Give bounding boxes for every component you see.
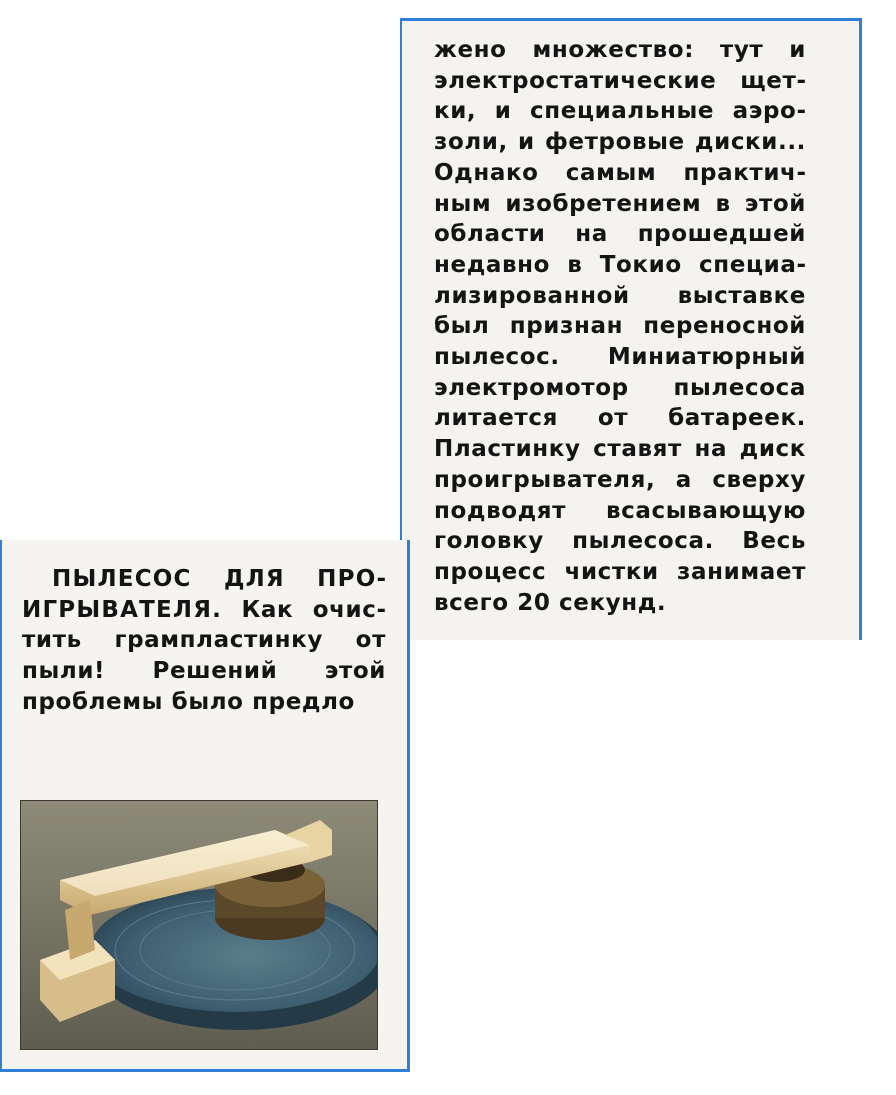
article-column-left: [0, 540, 410, 1072]
article-text-left-body: Как очистить грампластинку от пыли! Решений этой проблемы было предло: [22, 596, 386, 715]
article-heading: ПЫЛЕСОС ДЛЯ ПРОИГРЫВАТЕЛЯ.: [22, 566, 386, 623]
article-text-left: [22, 564, 386, 718]
article-column-right: [400, 18, 862, 640]
article-text-right: жено множество: тут и электростатические щетки, и специальные аэрозоли, и фетровые диски... Однако самым практичным изобретением в этой области на прошедшей недавно в Токио специализированной выставке был признан переносной пылесос. Миниатюрный электромотор пылесоса литается от батареек. Пластинку ставят на диск проигрывателя, а сверху подводят всасывающую головку пылесоса. Весь процесс чистки занимает всего 20 секунд.: [434, 37, 806, 616]
record-vacuum-cleaner-illustration: [20, 800, 378, 1050]
